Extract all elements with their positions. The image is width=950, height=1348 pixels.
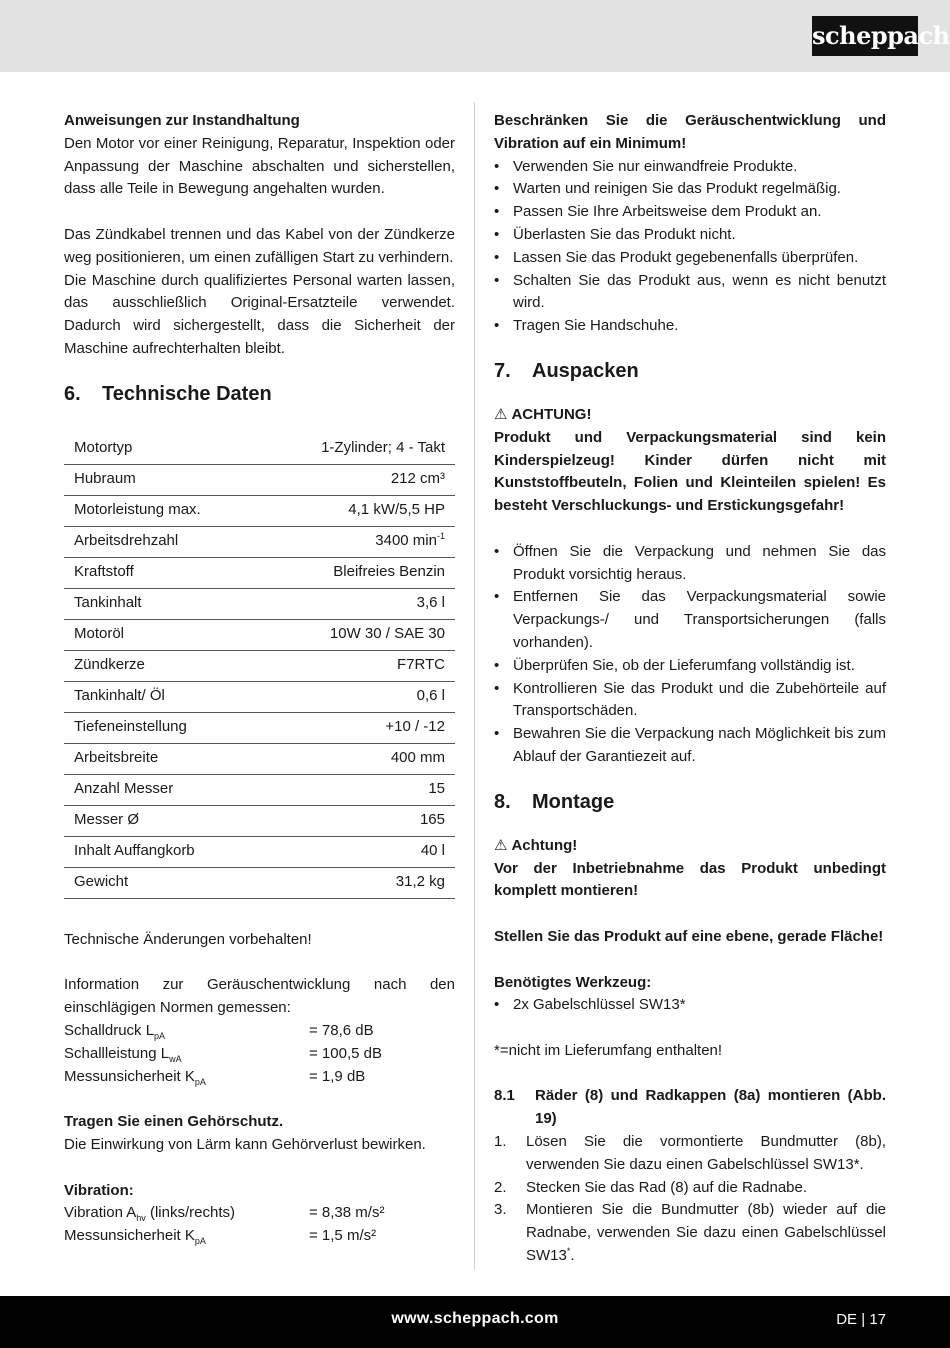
spec-row bbox=[64, 619, 455, 650]
list-item: • Überprüfen Sie, ob der Lieferumfang vollständig ist. bbox=[494, 655, 886, 678]
spec-value: 31,2 kg bbox=[261, 867, 455, 898]
list-item: • Bewahren Sie die Verpackung nach Möglichkeit bis zum Ablauf der Garantiezeit auf. bbox=[494, 723, 886, 769]
spec-label: Inhalt Auffangkorb bbox=[64, 836, 261, 867]
spec-row bbox=[64, 434, 455, 465]
spec-label: Motoröl bbox=[64, 619, 261, 650]
spec-row bbox=[64, 526, 455, 557]
noise-values bbox=[64, 1020, 455, 1088]
tools-list bbox=[494, 994, 886, 1017]
brand-logo bbox=[812, 16, 950, 56]
subsection-8-1-heading: 8.1 Räder (8) und Radkappen (8a) montieren (Abb. 19) bbox=[494, 1087, 886, 1128]
spec-row bbox=[64, 588, 455, 619]
value-row bbox=[64, 1202, 455, 1225]
spec-label: Zündkerze bbox=[64, 650, 261, 681]
spec-label: Tankinhalt bbox=[64, 588, 261, 619]
spec-row bbox=[64, 743, 455, 774]
value-number: = 100,5 dB bbox=[309, 1044, 382, 1062]
list-item: • Überlasten Sie das Produkt nicht. bbox=[494, 224, 886, 247]
list-item: • Entfernen Sie das Verpackungsmaterial sowie Verpackungs-/ und Transportsicherungen (falls vorhanden). bbox=[494, 586, 886, 654]
spec-label: Kraftstoff bbox=[64, 557, 261, 588]
vibration-values bbox=[64, 1202, 455, 1248]
spec-label: Hubraum bbox=[64, 464, 261, 495]
footer-bar bbox=[0, 1296, 950, 1348]
spec-value: 400 mm bbox=[261, 743, 455, 774]
section-7-heading: 7. Auspacken bbox=[494, 359, 639, 382]
hearing-protection-title: Tragen Sie einen Gehörschutz. bbox=[64, 1113, 284, 1131]
spec-row bbox=[64, 495, 455, 526]
maintenance-paragraph-2: Das Zündkabel trennen und das Kabel von der Zündkerze weg positionieren, um einen zufälligen Start zu verhindern. bbox=[64, 225, 455, 266]
attention2-label: ⚠ Achtung! bbox=[494, 835, 886, 858]
spec-label: Tankinhalt/ Öl bbox=[64, 681, 261, 712]
spec-row bbox=[64, 650, 455, 681]
page-number: DE | 17 bbox=[836, 1311, 886, 1328]
spec-row bbox=[64, 867, 455, 898]
attention-text: Produkt und Verpackungsmaterial sind kein Kinderspielzeug! Kinder dürfen nicht mit Kunststoffbeuteln, Folien und Kleinteilen spielen! Es besteht Verschluckungs- und Erstickungsgefahr! bbox=[494, 428, 886, 515]
list-item: • Warten und reinigen Sie das Produkt regelmäßig. bbox=[494, 178, 886, 201]
footer-url[interactable]: www.scheppach.com bbox=[391, 1310, 559, 1327]
spec-value: 10W 30 / SAE 30 bbox=[261, 619, 455, 650]
list-item: • 2x Gabelschlüssel SW13* bbox=[494, 994, 886, 1017]
value-label: Messunsicherheit $K_{pA}$ bbox=[64, 1067, 206, 1087]
spec-label: Gewicht bbox=[64, 867, 261, 898]
value-row bbox=[64, 1043, 455, 1066]
spec-label: Tiefeneinstellung bbox=[64, 712, 261, 743]
spec-value: 1-Zylinder; 4 - Takt bbox=[261, 434, 455, 465]
warning-triangle-icon: ⚠ bbox=[494, 405, 508, 423]
list-item: • Schalten Sie das Produkt aus, wenn es nicht benutzt wird. bbox=[494, 270, 886, 316]
section-6-heading: 6. Technische Daten bbox=[64, 382, 272, 405]
noise-intro: Information zur Geräuschentwicklung nach den einschlägigen Normen gemessen: bbox=[64, 976, 455, 1017]
section-8-heading: 8. Montage bbox=[494, 790, 615, 813]
spec-value: 212 cm³ bbox=[261, 464, 455, 495]
left-column bbox=[64, 110, 455, 1248]
column-divider bbox=[474, 102, 475, 1270]
step-item: 2. Stecken Sie das Rad (8) auf die Radnabe. bbox=[494, 1178, 808, 1196]
list-item: • Tragen Sie Handschuhe. bbox=[494, 315, 886, 338]
spec-label: Arbeitsbreite bbox=[64, 743, 261, 774]
spec-value: 15 bbox=[261, 774, 455, 805]
spec-value: 165 bbox=[261, 805, 455, 836]
vibration-title: Vibration: bbox=[64, 1181, 134, 1199]
spec-label: Messer Ø bbox=[64, 805, 261, 836]
spec-row bbox=[64, 464, 455, 495]
step-item: 3. Montieren Sie die Bundmutter (8b) wieder auf die Radnabe, verwenden Sie dazu einen Gabelschlüssel SW13*. bbox=[494, 1201, 886, 1265]
value-row bbox=[64, 1225, 455, 1248]
spec-value: 3,6 l bbox=[261, 588, 455, 619]
tools-note: *=nicht im Lieferumfang enthalten! bbox=[494, 1041, 723, 1059]
maintenance-paragraph-1: Den Motor vor einer Reinigung, Reparatur, Inspektion oder Anpassung der Maschine abschalten und sicherstellen, dass alle Teile in Bewegung angehalten wurden. bbox=[64, 134, 455, 198]
spec-row bbox=[64, 557, 455, 588]
spec-label: Motorleistung max. bbox=[64, 495, 261, 526]
value-number: = 1,9 dB bbox=[309, 1067, 366, 1085]
spec-row bbox=[64, 712, 455, 743]
step-item: 1. Lösen Sie die vormontierte Bundmutter (8b), verwenden Sie dazu einen Gabelschlüssel SW13*. bbox=[494, 1133, 886, 1173]
spec-value: +10 / -12 bbox=[261, 712, 455, 743]
spec-value: Bleifreies Benzin bbox=[261, 557, 455, 588]
maintenance-title: Anweisungen zur Instandhaltung bbox=[64, 112, 300, 129]
mounting-steps bbox=[494, 1131, 886, 1268]
attention-label: ⚠ ACHTUNG! bbox=[494, 404, 886, 427]
value-number: = 8,38 m/s² bbox=[309, 1204, 385, 1222]
spec-value: 40 l bbox=[261, 836, 455, 867]
hearing-protection-text: Die Einwirkung von Lärm kann Gehörverlust bewirken. bbox=[64, 1135, 426, 1153]
spec-row bbox=[64, 836, 455, 867]
value-label: Schalldruck $L_{pA}$ bbox=[64, 1021, 166, 1041]
right-column bbox=[494, 110, 886, 1268]
list-item: • Passen Sie Ihre Arbeitsweise dem Produkt an. bbox=[494, 201, 886, 224]
surface-text: Stellen Sie das Produkt auf eine ebene, gerade Fläche! bbox=[494, 927, 884, 945]
spec-label: Arbeitsdrehzahl bbox=[64, 526, 261, 557]
value-row bbox=[64, 1066, 455, 1089]
changes-note: Technische Änderungen vorbehalten! bbox=[64, 930, 312, 948]
spec-value: 0,6 l bbox=[261, 681, 455, 712]
value-row bbox=[64, 1020, 455, 1043]
header-bar bbox=[0, 0, 950, 72]
value-label: Vibration $A_{hv}$ (links/rechts) bbox=[64, 1204, 235, 1224]
value-number: = 1,5 m/s² bbox=[309, 1227, 377, 1245]
spec-value: F7RTC bbox=[261, 650, 455, 681]
spec-label: Motortyp bbox=[64, 434, 261, 465]
value-number: = 78,6 dB bbox=[309, 1021, 374, 1039]
list-item: • Kontrollieren Sie das Produkt und die Zubehörteile auf Transportschäden. bbox=[494, 678, 886, 724]
technical-data-table bbox=[64, 434, 455, 899]
list-item: • Verwenden Sie nur einwandfreie Produkte. bbox=[494, 156, 886, 179]
warning-triangle-icon: ⚠ bbox=[494, 836, 508, 854]
list-item: • Öffnen Sie die Verpackung und nehmen Sie das Produkt vorsichtig heraus. bbox=[494, 541, 886, 587]
value-label: Messunsicherheit $K_{pA}$ bbox=[64, 1227, 206, 1247]
list-item: • Lassen Sie das Produkt gegebenenfalls überprüfen. bbox=[494, 247, 886, 270]
unpack-list bbox=[494, 541, 886, 769]
tools-title: Benötigtes Werkzeug: bbox=[494, 973, 652, 991]
spec-row bbox=[64, 805, 455, 836]
spec-value: 4,1 kW/5,5 HP bbox=[261, 495, 455, 526]
noise-limit-title: Beschränken Sie die Geräuschentwicklung und Vibration auf ein Minimum! bbox=[494, 112, 886, 152]
spec-value: 3400 $\min^{-1}$ bbox=[261, 526, 455, 557]
spec-row bbox=[64, 774, 455, 805]
value-label: Schallleistung $L_{wA}$ bbox=[64, 1044, 182, 1064]
spec-label: Anzahl Messer bbox=[64, 774, 261, 805]
brand-logo-text: scheppach bbox=[812, 21, 950, 50]
attention2-text: Vor der Inbetriebnahme das Produkt unbedingt komplett montieren! bbox=[494, 859, 886, 900]
spec-row bbox=[64, 681, 455, 712]
noise-limit-list bbox=[494, 156, 886, 338]
maintenance-paragraph-3: Die Maschine durch qualifiziertes Personal warten lassen, das ausschließlich Original-Ersatzteile verwendet. Dadurch wird sichergestellt, dass die Sicherheit der Maschine aufrechterhalten bleibt. bbox=[64, 271, 455, 357]
